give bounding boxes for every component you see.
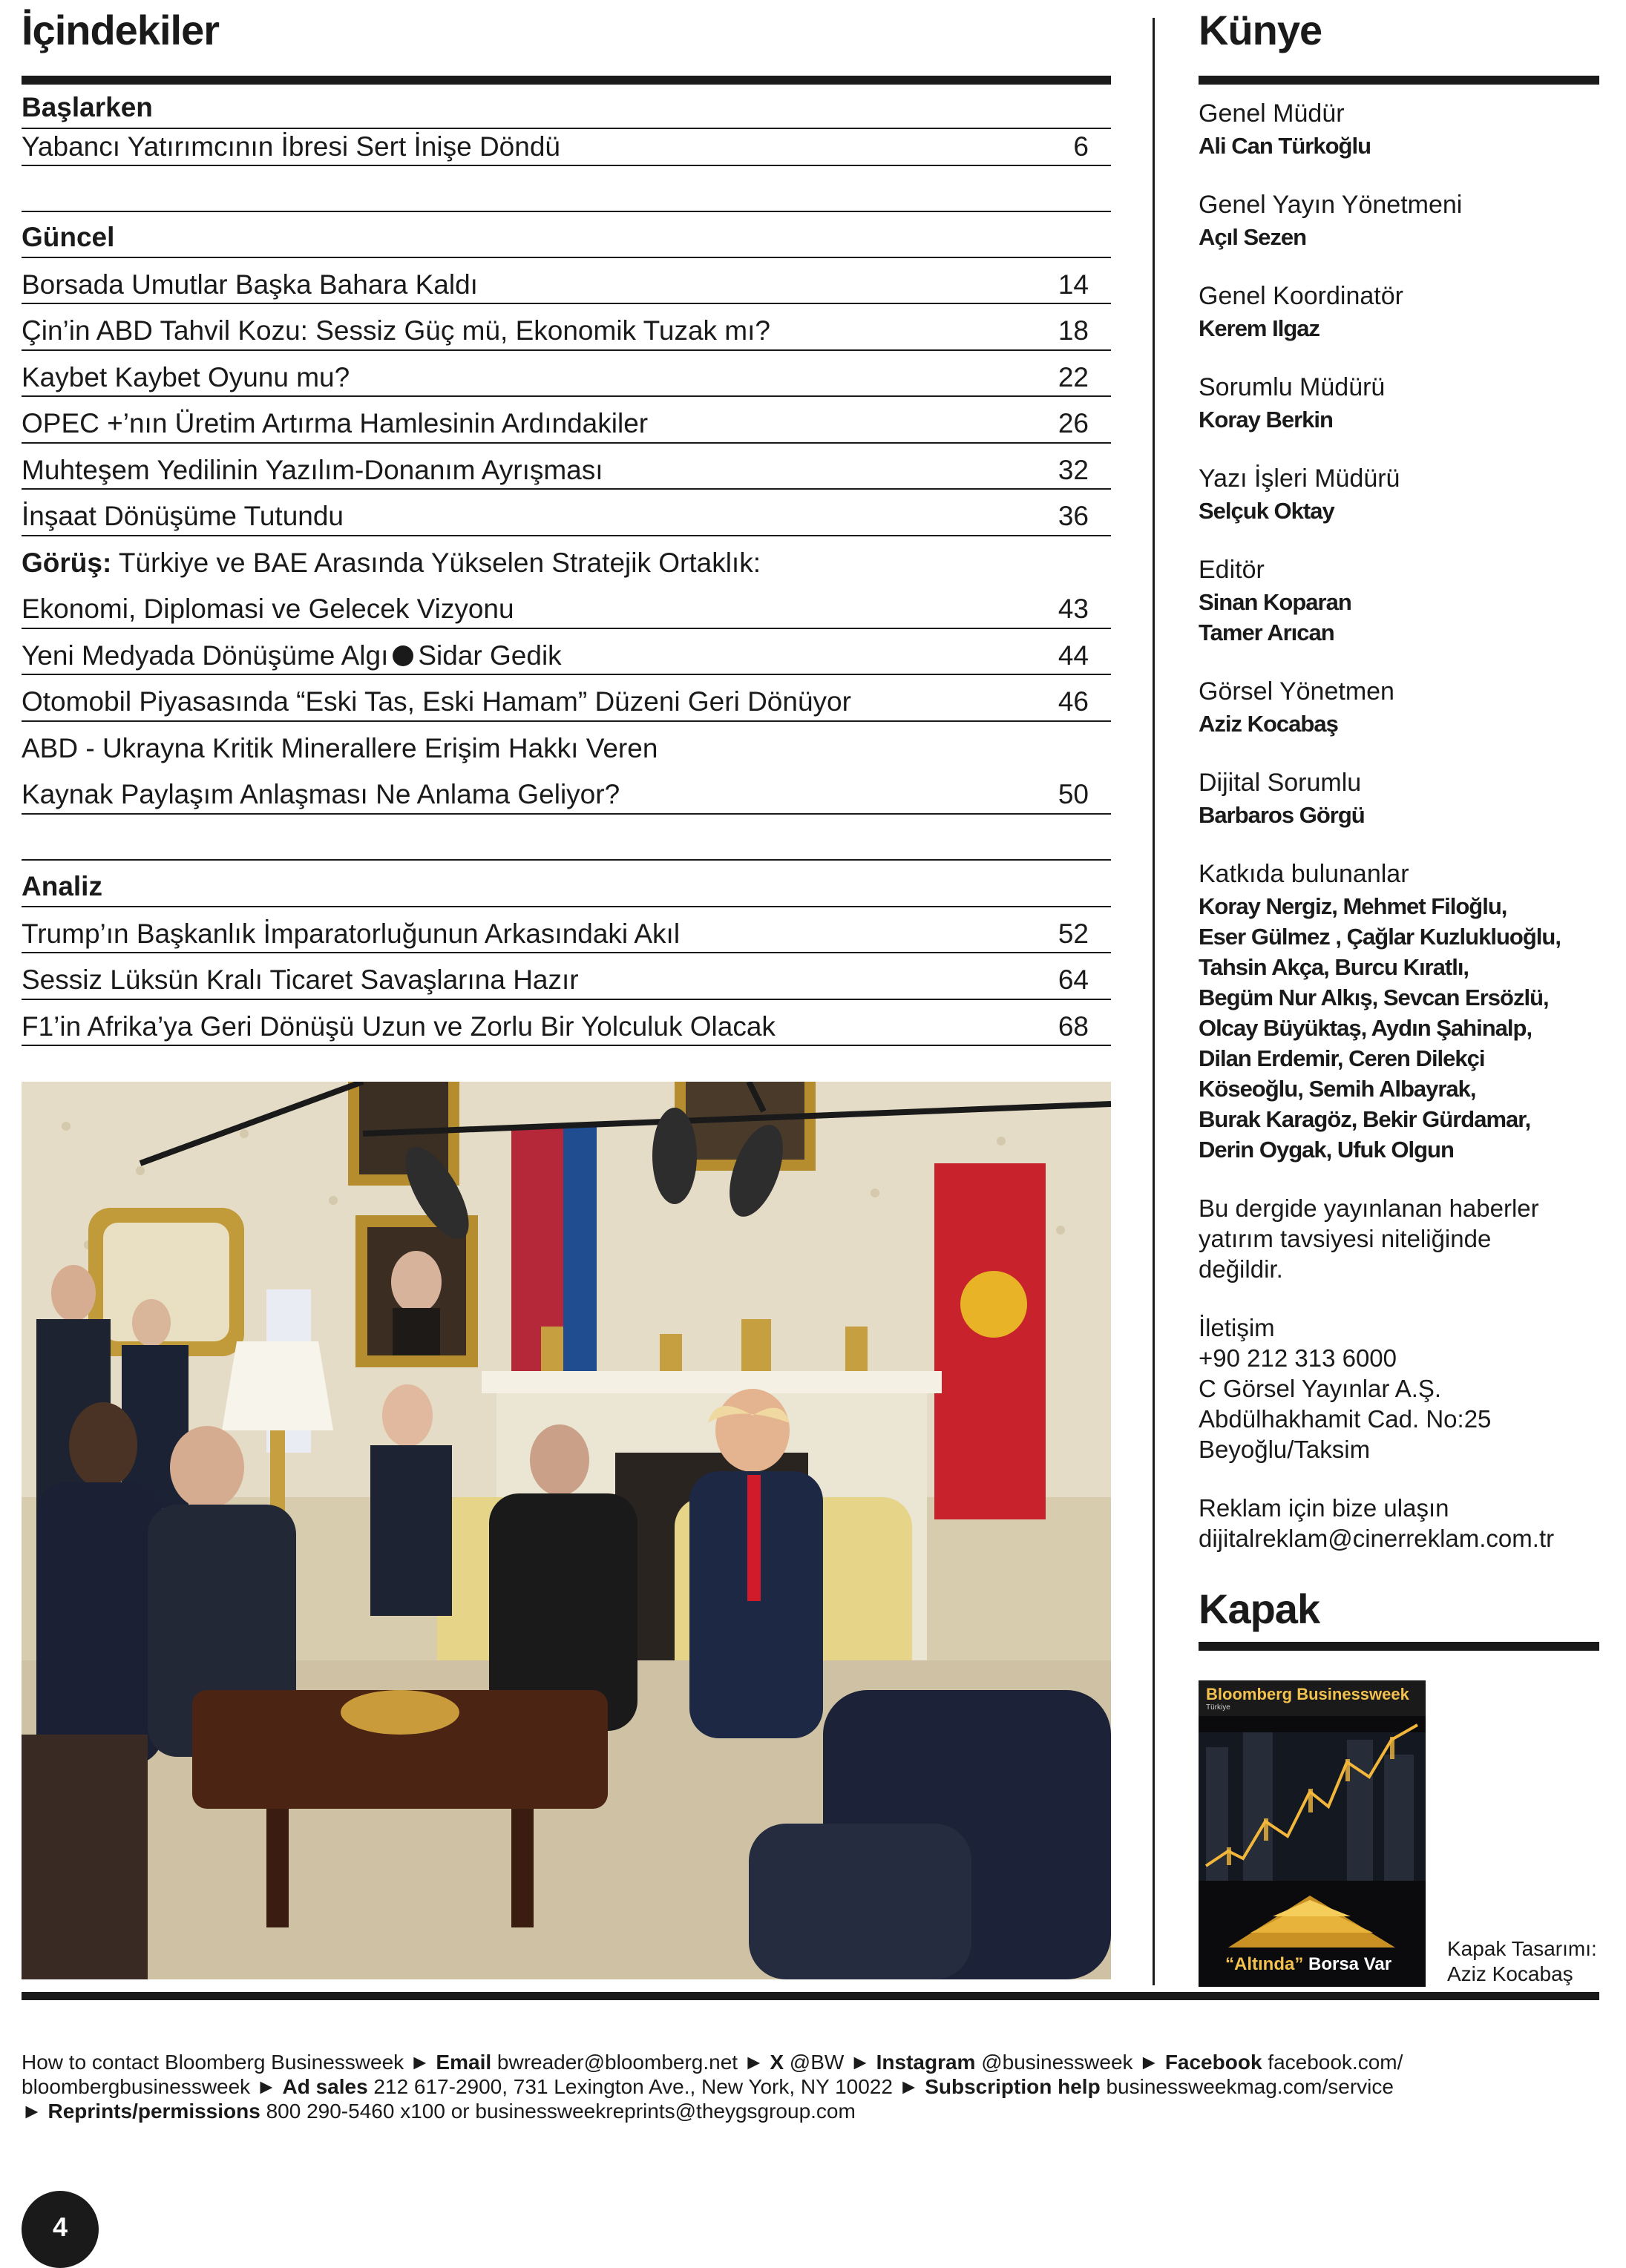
toc-entry-opinion[interactable] [22,539,1111,586]
footer-adsales-label: Ad sales [282,2075,368,2098]
toc-entry-title: Yabancı Yatırımcının İbresi Sert İnişe Döndü [22,131,560,162]
toc-entry[interactable] [22,493,1111,539]
divider [22,628,1111,629]
toc-entry[interactable] [22,632,1111,679]
footer-intro: How to contact Bloomberg Businessweek [22,2051,410,2074]
divider [22,906,1111,907]
divider [22,720,1111,722]
cover-headline [1225,1954,1391,1975]
divider [22,442,1111,444]
role-name: Aziz Kocabaş [1199,711,1338,737]
toc-entry[interactable] [22,1003,1111,1050]
toc-entry-page: 46 [1058,686,1089,717]
cover-headline-rest: Borsa Var [1303,1954,1392,1974]
toc-entry-page: 64 [1058,964,1089,995]
footer-adsales-value: 212 617-2900, 731 Lexington Ave., New York, NY 10022 [367,2075,899,2098]
contributors-line: Tahsin Akça, Burcu Kıratlı, [1199,954,1469,980]
contributors-line: Derin Oygak, Ufuk Olgun [1199,1137,1454,1163]
role-label: Genel Müdür [1199,99,1345,128]
disclaimer-line: yatırım tavsiyesi niteliğinde [1199,1225,1492,1252]
cover-headline-quoted: “Altında” [1225,1954,1304,1974]
toc-entry-title: Muhteşem Yedilinin Yazılım-Donanım Ayrışması [22,455,603,485]
role-label: Genel Yayın Yönetmeni [1199,191,1463,219]
arrow-icon: ► [898,2075,919,2098]
disclaimer-line: Bu dergide yayınlanan haberler [1199,1194,1539,1222]
arrow-icon: ► [255,2075,277,2098]
column-divider [1153,18,1155,1985]
role-label: Görsel Yönetmen [1199,677,1394,706]
role-name: Koray Berkin [1199,407,1333,433]
magazine-cover-image [1199,1680,1426,1987]
role-label: Genel Koordinatör [1199,282,1403,310]
contributors-line: Eser Gülmez , Çağlar Kuzlukluoğlu, [1199,924,1561,950]
toc-entry-title: F1’in Afrika’ya Geri Dönüşü Uzun ve Zorlu Bir Yolculuk Olacak [22,1011,776,1042]
toc-entry-title: OPEC +’nın Üretim Artırma Hamlesinin Ardındakiler [22,408,649,438]
footer-reprints-value: 800 290-5460 x100 or businessweekreprints@theygsgroup.com [260,2100,856,2123]
toc-entry-title: Yeni Medyada Dönüşüme Algı [22,640,389,671]
role-name: Ali Can Türkoğlu [1199,133,1371,159]
toc-entry-title: Sessiz Lüksün Kralı Ticaret Savaşlarına Hazır [22,964,579,995]
contact-label: İletişim [1199,1314,1275,1341]
section-heading-analiz: Analiz [22,871,102,901]
toc-entry-cont[interactable] [22,771,1111,818]
toc-entry-page: 43 [1058,594,1089,624]
toc-title-rule [22,76,1111,85]
toc-entry-page: 6 [1073,131,1089,162]
role-label: Dijital Sorumlu [1199,769,1362,797]
footer-subscription-label: Subscription help [925,2075,1101,2098]
divider [22,674,1111,675]
footer-email-label: Email [436,2051,492,2074]
arrow-icon: ► [850,2051,871,2074]
contributors-line: Burak Karagöz, Bekir Gürdamar, [1199,1106,1531,1132]
contributors-line: Köseoğlu, Semih Albayrak, [1199,1076,1476,1102]
contributors-line: Koray Nergiz, Mehmet Filoğlu, [1199,893,1507,919]
footer-instagram-label: Instagram [876,2051,976,2074]
cover-edition: Türkiye [1206,1703,1230,1712]
arrow-icon: ► [409,2051,430,2074]
toc-entry-page: 32 [1058,455,1089,485]
toc-entry-title: Ekonomi, Diplomasi ve Gelecek Vizyonu [22,594,514,624]
toc-title: İçindekiler [22,7,220,53]
toc-entry-page: 26 [1058,408,1089,438]
toc-entry-page: 18 [1058,315,1089,346]
contact-line: C Görsel Yayınlar A.Ş. [1199,1375,1442,1402]
toc-entry-page: 52 [1058,918,1089,949]
toc-entry-title: Türkiye ve BAE Arasında Yükselen Stratejik Ortaklık: [118,548,761,578]
section-heading-baslarken: Başlarken [22,92,153,122]
toc-entry-author: Sidar Gedik [418,640,562,671]
cover-credit-name: Aziz Kocabaş [1447,1962,1573,1985]
divider [22,257,1111,258]
cover-credit-label: Kapak Tasarımı: [1447,1937,1597,1960]
footer-facebook-label: Facebook [1164,2051,1262,2074]
toc-entry-title: Kaybet Kaybet Oyunu mu? [22,362,350,392]
contributors-line: Dilan Erdemir, Ceren Dilekçi [1199,1045,1485,1071]
divider [22,999,1111,1000]
toc-entry-page: 14 [1058,269,1089,300]
toc-entry[interactable] [22,123,1111,170]
role-name: Selçuk Oktay [1199,498,1334,524]
toc-entry[interactable] [22,678,1111,725]
toc-entry-title: Otomobil Piyasasında “Eski Tas, Eski Hamam” Düzeni Geri Dönüyor [22,686,851,717]
role-name: Tamer Arıcan [1199,619,1334,645]
divider [22,211,1111,212]
role-name: Barbaros Görgü [1199,802,1365,828]
footer-subscription-link[interactable]: businessweekmag.com/service [1100,2075,1394,2098]
kapak-title: Kapak [1199,1585,1320,1632]
arrow-icon: ► [1138,2051,1160,2074]
footer-facebook-link[interactable]: facebook.com/ bloombergbusinessweek [22,2051,1403,2098]
footer-x-label: X [770,2051,784,2074]
disclaimer-line: değildir. [1199,1255,1283,1283]
contributors-line: Olcay Büyüktaş, Aydın Şahinalp, [1199,1015,1532,1041]
toc-entry[interactable] [22,956,1111,1003]
toc-entry-title: Borsada Umutlar Başka Bahara Kaldı [22,269,478,300]
toc-entry-title: Çin’in ABD Tahvil Kozu: Sessiz Güç mü, Ekonomik Tuzak mı? [22,315,770,346]
kapak-title-rule [1199,1642,1599,1651]
divider [22,1045,1111,1046]
arrow-icon: ► [22,2100,42,2123]
bullet-dot-icon [393,645,413,666]
toc-entry-page: 36 [1058,501,1089,531]
toc-entry-opinion-cont[interactable] [22,585,1111,632]
role-label: Sorumlu Müdürü [1199,373,1386,401]
divider [22,952,1111,953]
divider [22,349,1111,351]
role-label: Editör [1199,556,1265,584]
divider [22,395,1111,397]
footer-x-link[interactable]: @BW [784,2051,850,2074]
section-heading-guncel: Güncel [22,222,115,252]
toc-entry-title: İnşaat Dönüşüme Tutundu [22,501,344,531]
toc-entry[interactable] [22,725,1111,772]
contact-phone: +90 212 313 6000 [1199,1344,1397,1372]
page-number-badge: 4 [22,2191,99,2268]
toc-entry[interactable] [22,354,1111,401]
role-name: Kerem Ilgaz [1199,315,1320,341]
toc-entry[interactable] [22,400,1111,447]
divider [22,165,1111,166]
footer-contact-info [22,2050,1602,2123]
toc-entry-page: 22 [1058,362,1089,392]
cover-brand: Bloomberg Businessweek [1206,1685,1409,1703]
role-label: Yazı İşleri Müdürü [1199,464,1400,493]
kunye-title-rule [1199,76,1599,85]
footer-reprints-label: Reprints/permissions [47,2100,260,2123]
divider [22,535,1111,536]
divider [22,813,1111,815]
ads-email-link[interactable]: dijitalreklam@cinerreklam.com.tr [1199,1525,1555,1552]
divider [22,859,1111,861]
toc-entry[interactable] [22,307,1111,354]
footer-email-link[interactable]: bwreader@bloomberg.net [491,2051,744,2074]
opinion-label: Görüş: [22,548,112,578]
toc-entry[interactable] [22,261,1111,308]
footer-instagram-link[interactable]: @businessweek [975,2051,1139,2074]
ads-label: Reklam için bize ulaşın [1199,1494,1449,1522]
role-name: Açıl Sezen [1199,224,1307,250]
toc-entry-title: Kaynak Paylaşım Anlaşması Ne Anlama Geliyor? [22,779,620,809]
toc-entry-page: 50 [1058,779,1089,809]
toc-entry[interactable] [22,447,1111,493]
footer-rule [22,1992,1599,2000]
contributors-label: Katkıda bulunanlar [1199,860,1409,888]
arrow-icon: ► [743,2051,764,2074]
contact-line: Beyoğlu/Taksim [1199,1436,1371,1463]
divider [22,303,1111,304]
role-name: Sinan Koparan [1199,589,1351,615]
toc-entry[interactable] [22,910,1111,957]
cover-credit [1447,1936,1597,1987]
press-meeting-photo [22,1082,1111,1979]
toc-entry-page: 68 [1058,1011,1089,1042]
toc-entry-title: Trump’ın Başkanlık İmparatorluğunun Arkasındaki Akıl [22,918,681,949]
contributors-line: Begüm Nur Alkış, Sevcan Ersözlü, [1199,985,1549,1010]
kunye-title: Künye [1199,7,1322,53]
contact-line: Abdülhakhamit Cad. No:25 [1199,1405,1492,1433]
divider [22,488,1111,490]
toc-entry-title: ABD - Ukrayna Kritik Minerallere Erişim Hakkı Veren [22,733,658,763]
toc-entry-page: 44 [1058,640,1089,671]
